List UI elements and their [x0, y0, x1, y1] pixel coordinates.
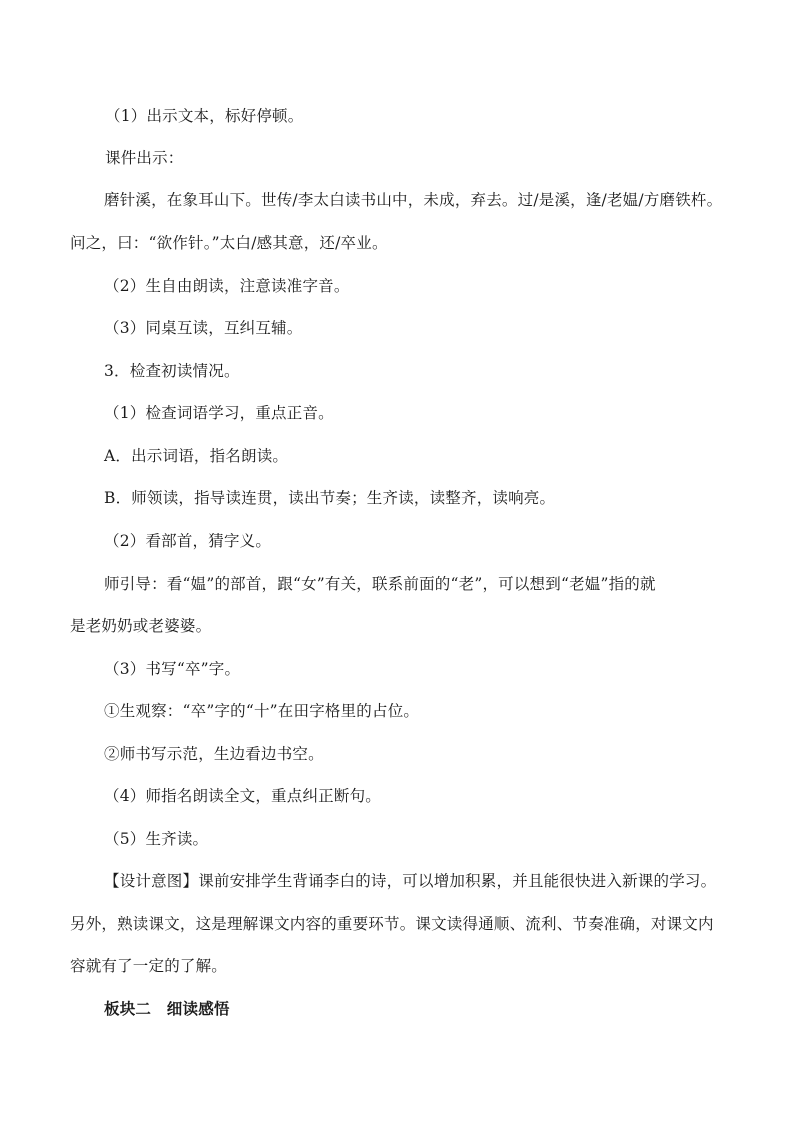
step-3-text: （3）同桌互读，互纠互辅。: [104, 319, 303, 337]
teacher-guide-line-2: 是老奶奶或老婆婆。: [70, 617, 212, 635]
observe-text: ①生观察：“卒”字的“十”在田字格里的占位。: [104, 702, 420, 720]
check-step-2: （2）看部首，猜字义。: [104, 532, 272, 550]
section-3-heading: 3．检查初读情况。: [104, 362, 240, 380]
design-intent-line-2: 另外，熟读课文，这是理解课文内容的重要环节。课文读得通顺、流利、节奏准确，对课文内: [70, 915, 714, 933]
passage-line-1: 磨针溪，在象耳山下。世传/李太白读书山中，未成，弃去。过/是溪，逢/老媪/方磨铁杵。: [104, 191, 723, 209]
check-step-1: （1）检查词语学习，重点正音。: [104, 404, 334, 422]
check-step-4: （4）师指名朗读全文，重点纠正断句。: [104, 787, 381, 805]
step-2-text: （2）生自由朗读，注意读准字音。: [104, 277, 350, 295]
design-intent-line-1: 【设计意图】课前安排学生背诵李白的诗，可以增加积累，并且能很快进入新课的学习。: [104, 872, 717, 890]
passage-line-2: 问之，曰：“欲作针。”太白/感其意，还/卒业。: [70, 234, 388, 252]
item-b: B．师领读，指导读连贯，读出节奏；生齐读，读整齐，读响亮。: [104, 489, 556, 507]
check-step-3: （3）书写“卒”字。: [104, 660, 241, 678]
design-intent-line-3: 容就有了一定的了解。: [70, 957, 228, 975]
teacher-guide-line-1: 师引导：看“媪”的部首，跟“女”有关，联系前面的“老”，可以想到“老媪”指的就: [104, 575, 656, 593]
check-step-5: （5）生齐读。: [104, 830, 209, 848]
courseware-label: 课件出示：: [105, 149, 184, 167]
section-heading-block-2: 板块二 细读感悟: [104, 999, 230, 1018]
item-a: A．出示词语，指名朗读。: [104, 447, 289, 465]
demo-text: ②师书写示范，生边看边书空。: [104, 745, 324, 763]
step-1-text: （1）出示文本，标好停顿。: [105, 107, 304, 125]
